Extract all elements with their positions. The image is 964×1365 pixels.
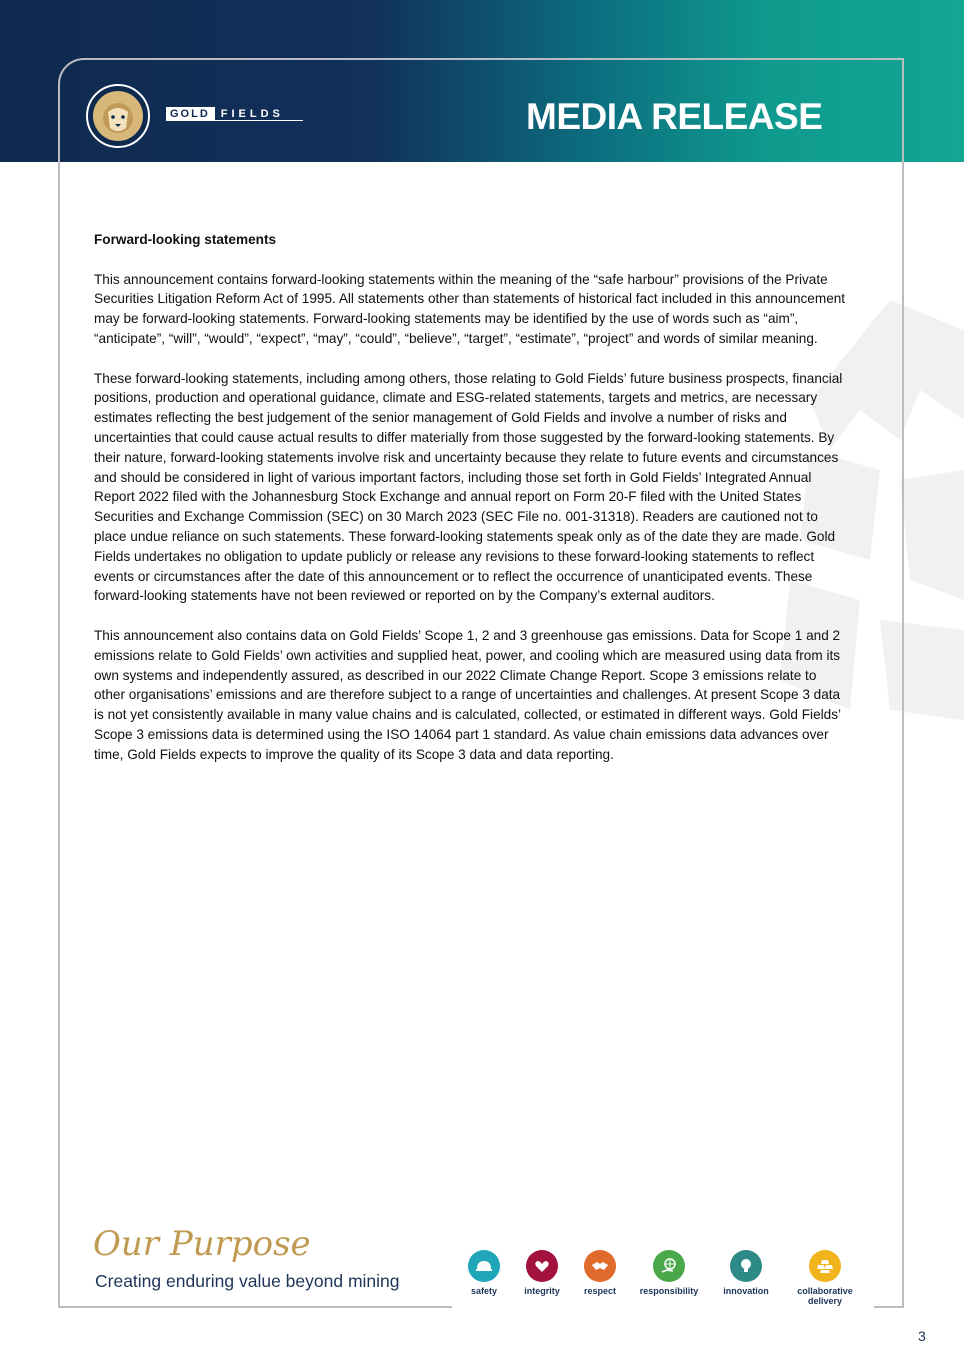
gold-bars-icon bbox=[809, 1250, 841, 1282]
handshake-icon bbox=[584, 1250, 616, 1282]
document-body bbox=[94, 230, 846, 784]
paragraph: This announcement also contains data on Gold Fields’ Scope 1, 2 and 3 greenhouse gas emissions. Data for Scope 1 and 2 emissions relate to Gold Fields’ own activities and supplied heat, power, and cooling which are measured using data from its own systems and independently assured, as described in our 2022 Climate Change Report. Scope 3 emissions relate to other organisations’ emissions and are therefore subject to a range of uncertainties and challenges. At present Scope 3 data is not yet consistently available in many value chains and is calculated, collected, or estimated in different ways. Gold Fields’ Scope 3 emissions data is determined using the ISO 14064 part 1 standard. As value chain emissions data advances over time, Gold Fields expects to improve the quality of its Scope 3 data and data reporting. bbox=[94, 627, 841, 762]
section-heading: Forward-looking statements bbox=[94, 232, 277, 247]
heart-hands-icon bbox=[526, 1250, 558, 1282]
lion-seal-icon bbox=[86, 84, 150, 148]
paragraph: This announcement contains forward-looking statements within the meaning of the “safe harbour” provisions of the Private Securities Litigation Reform Act of 1995. All statements other than statements of historical fact included in this announcement may be forward-looking statements. Forward-looking statements may be identified by the use of words such as “aim”, “anticipate”, “will”, “would”, “expect”, “may”, “could”, “believe”, “target”, “estimate”, “project” and words of similar meaning. bbox=[94, 271, 846, 346]
brand-gold: GOLD bbox=[166, 107, 215, 121]
value-responsibility bbox=[629, 1250, 709, 1296]
helmet-icon bbox=[468, 1250, 500, 1282]
value-collaborative-delivery bbox=[785, 1250, 865, 1306]
paragraph: These forward-looking statements, including among others, those relating to Gold Fields’ future business prospects, financial positions, production and operational guidance, climate and ESG-related statements, targets and metrics, are necessary estimates reflecting the best judgement of the senior management of Gold Fields and involve a number of risks and uncertainties that could cause actual results to differ materially from those suggested by the forward-looking statements. By their nature, forward-looking statements involve risk and uncertainty because they relate to future events and circumstances and should be considered in light of various important factors, including those set forth in Gold Fields’ Integrated Annual Report 2022 filed with the Johannesburg Stock Exchange and annual report on Form 20-F filed with the United States Securities and Exchange Commission (SEC) on 30 March 2023 (SEC File no. 001-31318). Readers are cautioned not to place undue reliance on such statements. These forward-looking statements speak only as of the date they are made. Gold Fields undertakes no obligation to update publicly or release any revisions to these forward-looking statements to reflect events or circumstances after the date of this announcement or to reflect the occurrence of unanticipated events. These forward-looking statements have not been reviewed or reported on by the Company’s external auditors. bbox=[94, 370, 843, 604]
value-label: integrity bbox=[524, 1286, 560, 1296]
value-innovation bbox=[706, 1250, 786, 1296]
brand-rule bbox=[205, 120, 303, 121]
purpose-tagline: Creating enduring value beyond mining bbox=[95, 1271, 400, 1291]
globe-hand-icon bbox=[653, 1250, 685, 1282]
brand-wordmark bbox=[166, 107, 284, 121]
lightbulb-icon bbox=[730, 1250, 762, 1282]
page-number: 3 bbox=[918, 1328, 926, 1344]
values-row bbox=[0, 1250, 964, 1310]
value-label: collaborative delivery bbox=[797, 1286, 853, 1306]
value-label: respect bbox=[583, 1286, 617, 1296]
page-title: MEDIA RELEASE bbox=[526, 96, 823, 137]
value-respect bbox=[560, 1250, 640, 1296]
value-label: innovation bbox=[723, 1286, 769, 1296]
value-label: safety bbox=[470, 1286, 497, 1296]
brand-fields: FIELDS bbox=[220, 108, 284, 120]
value-label: responsibility bbox=[639, 1286, 699, 1296]
purpose-script: Our Purpose bbox=[93, 1224, 311, 1264]
